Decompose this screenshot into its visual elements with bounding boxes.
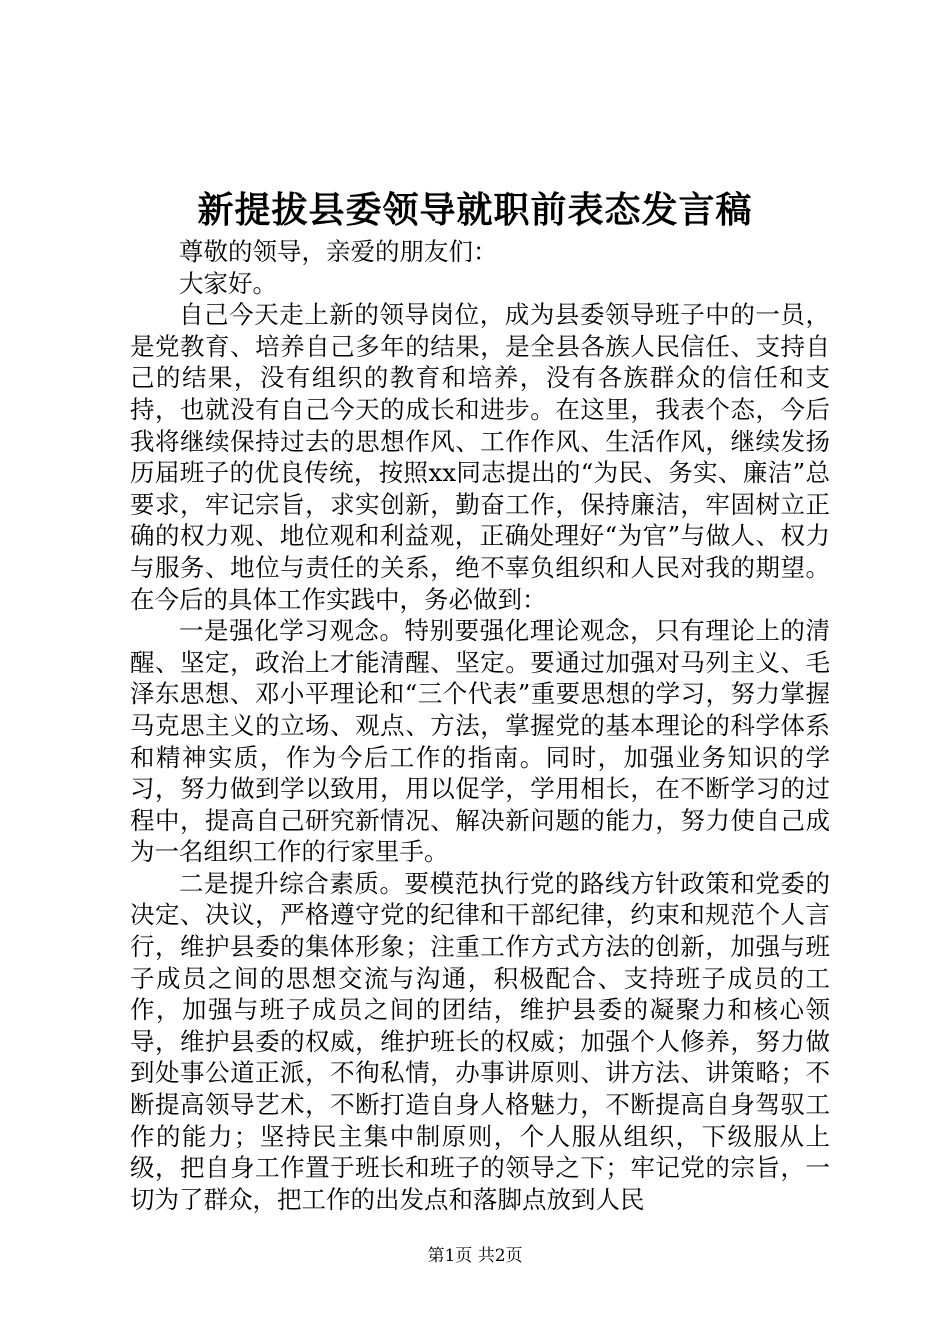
document-body	[130, 236, 830, 1215]
document-title: 新提拔县委领导就职前表态发言稿	[197, 189, 753, 231]
point-two-paragraph: 二是提升综合素质。要模范执行党的路线方针政策和党委的决定、决议，严格遵守党的纪律和干部纪律，约束和规范个人言行，维护县委的集体形象；注重工作方式方法的创新，加强与班子成员之间的思想交流与沟通，积极配合、支持班子成员的工作，加强与班子成员之间的团结，维护县委的凝聚力和核心领导，维护县委的权威，维护班长的权威；加强个人修养，努力做到处事公道正派，不徇私情，办事讲原则、讲方法、讲策略；不断提高领导艺术，不断打造自身人格魅力，不断提高自身驾驭工作的能力；坚持民主集中制原则，个人服从组织，下级服从上级，把自身工作置于班长和班子的领导之下；牢记党的宗旨，一切为了群众，把工作的出发点和落脚点放到人民	[130, 868, 830, 1214]
salutation-paragraph: 尊敬的领导，亲爱的朋友们：	[179, 237, 498, 266]
intro-paragraph: 自己今天走上新的领导岗位，成为县委领导班子中的一员，是党教育、培养自己多年的结果，是全县各族人民信任、支持自己的结果，没有组织的教育和培养，没有各族群众的信任和支持，也就没有自己今天的成长和进步。在这里，我表个态，今后我将继续保持过去的思想作风、工作作风、生活作风，继续发扬历届班子的优良传统，按照xx同志提出的“为民、务实、廉洁”总要求，牢记宗旨，求实创新，勤奋工作，保持廉洁，牢固树立正确的权力观、地位观和利益观，正确处理好“为官”与做人、权力与服务、地位与责任的关系，绝不辜负组织和人民对我的期望。在今后的具体工作实践中，务必做到：	[130, 300, 830, 614]
greeting-paragraph: 大家好。	[179, 268, 277, 298]
page-number-footer: 第1页 共2页	[427, 1246, 523, 1266]
point-one-paragraph: 一是强化学习观念。特别要强化理论观念，只有理论上的清醒、坚定，政治上才能清醒、坚定。要通过加强对马列主义、毛泽东思想、邓小平理论和“三个代表”重要思想的学习，努力掌握马克思主义的立场、观点、方法，掌握党的基本理论的科学体系和精神实质，作为今后工作的指南。同时，加强业务知识的学习，努力做到学以致用，用以促学，学用相长，在不断学习的过程中，提高自己研究新情况、解决新问题的能力，努力使自己成为一名组织工作的行家里手。	[130, 616, 830, 867]
